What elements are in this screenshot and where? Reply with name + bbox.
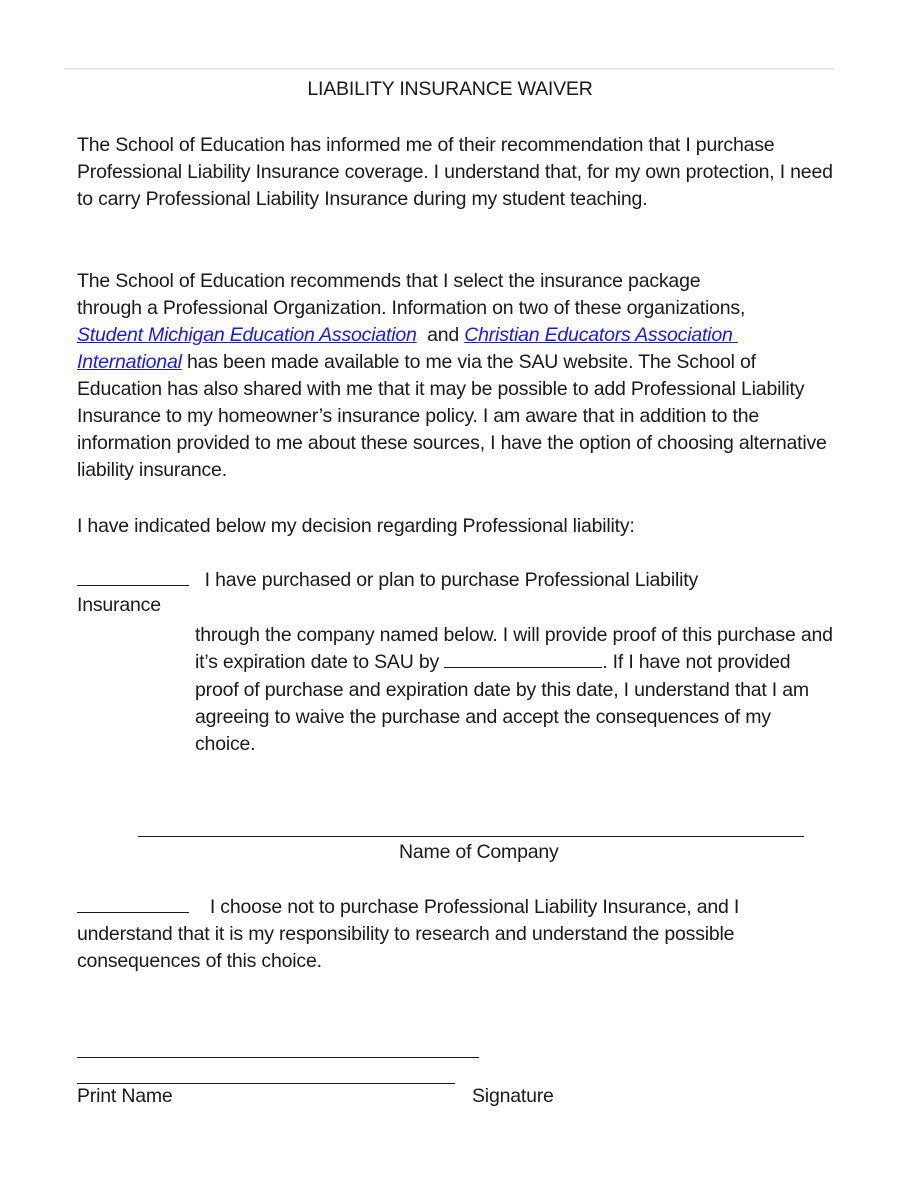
- print-name-line[interactable]: [77, 1057, 479, 1058]
- option1-lead: I have purchased or plan to purchase Professional Liability: [204, 569, 698, 591]
- option1-wrap: Insurance: [77, 594, 161, 616]
- option2-lead: I choose not to purchase Professional Liability Insurance, and I: [209, 896, 740, 918]
- option2-paragraph: [77, 894, 837, 975]
- option2-checkmark-blank[interactable]: [77, 894, 189, 913]
- print-name-label: Print Name: [77, 1085, 173, 1107]
- option1-row: [77, 567, 698, 592]
- signature-line[interactable]: [77, 1083, 455, 1084]
- link-student-michigan-education-association[interactable]: Student Michigan Education Association: [77, 324, 417, 346]
- link-christian-educators-association-international[interactable]: Christian Educators Association International: [77, 324, 733, 373]
- paragraph-organizations: [77, 268, 837, 484]
- paragraph-recommendation: The School of Education has informed me of their recommendation that I purchase Professional Liability Insurance coverage. I understand that, for my own protection, I need to carry Professional Liability Insurance during my student teaching.: [77, 134, 833, 210]
- org-line-1: The School of Education recommends that I select the insurance package: [77, 270, 701, 292]
- company-name-label: Name of Company: [399, 841, 559, 863]
- option1-details: [195, 622, 835, 758]
- option1-details-pre: through the company named below. I will provide proof of this purchase and it’s expiration date to SAU by: [195, 624, 833, 674]
- document-title: LIABILITY INSURANCE WAIVER: [307, 78, 593, 100]
- top-divider: [64, 68, 834, 70]
- company-name-line[interactable]: [138, 836, 804, 837]
- option1-details-post: . If I have not provided proof of purchase and expiration date by this date, I understand that I am agreeing to waive the purchase and accept the consequences of my choice.: [195, 651, 809, 756]
- org-line-2: through a Professional Organization. Information on two of these organizations,: [77, 297, 746, 319]
- proof-date-blank[interactable]: [444, 649, 602, 668]
- option2-rest: understand that it is my responsibility to research and understand the possible consequences of this choice.: [77, 923, 735, 972]
- option1-checkmark-blank[interactable]: [77, 567, 189, 586]
- signature-label: Signature: [472, 1085, 554, 1107]
- org-rest-text: has been made available to me via the SAU website. The School of Education has also shared with me that it may be possible to add Professional Liability Insurance to my homeowner’s insurance policy. I am aware that in addition to the information provided to me about these sources, I have the option of choosing alternative liability insurance.: [77, 351, 827, 481]
- and-text: and: [427, 324, 460, 346]
- decision-intro: I have indicated below my decision regarding Professional liability:: [77, 515, 635, 537]
